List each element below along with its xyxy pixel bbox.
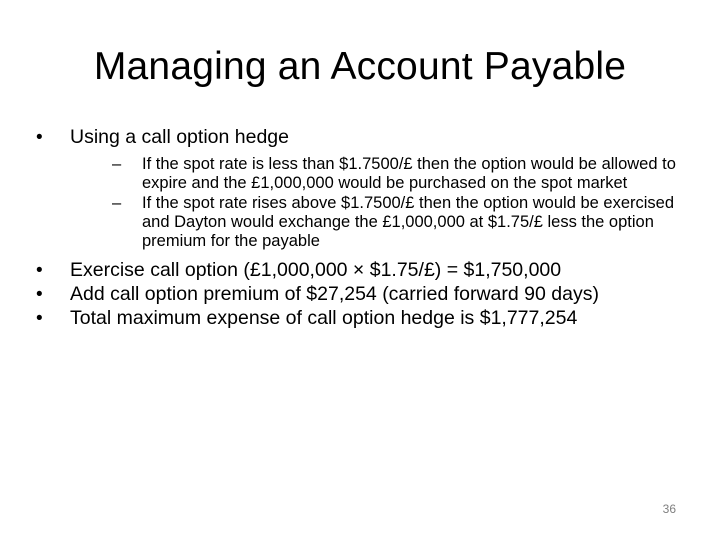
bullet-icon: • [36, 260, 43, 281]
bullet-text: Using a call option hedge [70, 126, 289, 148]
bullet-text: Total maximum expense of call option hedge is $1,777,254 [70, 307, 578, 329]
sub-bullet-text: If the spot rate rises above $1.7500/£ then the option would be exercised and Dayton would exchange the £1,000,000 at $1.75/£ less the option premium for the payable [142, 194, 675, 250]
bullet-icon: • [36, 127, 43, 148]
bullet-list [30, 126, 700, 330]
sub-bullet-item [70, 194, 700, 251]
bullet-item [30, 126, 700, 251]
dash-icon: – [112, 155, 122, 173]
sub-bullet-item [70, 155, 700, 193]
bullet-text: Exercise call option (£1,000,000 × $1.75/£) = $1,750,000 [70, 259, 562, 281]
bullet-text: Add call option premium of $27,254 (carried forward 90 days) [70, 283, 599, 305]
sub-bullet-text: If the spot rate is less than $1.7500/£ then the option would be allowed to expire and the £1,000,000 would be purchased on the spot market [142, 155, 676, 192]
bullet-item [30, 259, 700, 282]
bullet-item [30, 307, 700, 330]
bullet-icon: • [36, 284, 43, 305]
sub-bullet-list [70, 155, 700, 251]
slide-title: Managing an Account Payable [93, 45, 627, 88]
bullet-icon: • [36, 308, 43, 329]
bullet-item [30, 283, 700, 306]
dash-icon: – [112, 194, 122, 212]
page-number: 36 [662, 502, 676, 516]
